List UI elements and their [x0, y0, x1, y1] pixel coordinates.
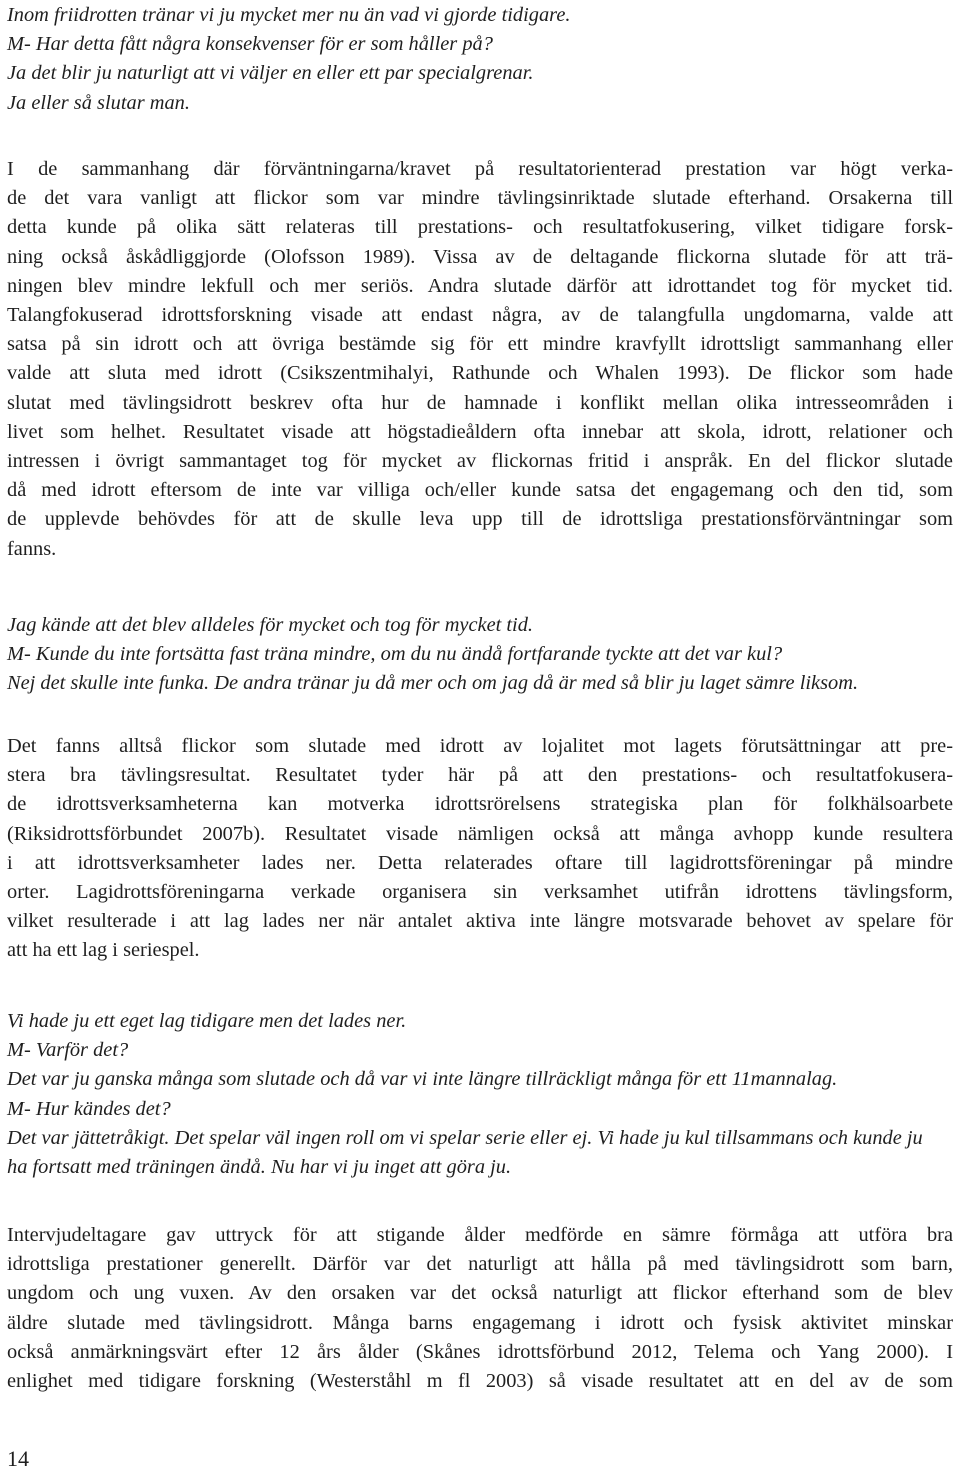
paragraph-line: ungdom och ung vuxen. Av den orsaken var det också naturligt att flickor efterhand som de blev	[7, 1282, 953, 1305]
quote-line: Vi hade ju ett eget lag tidigare men det lades ner.	[7, 1010, 407, 1032]
body-paragraph-3	[7, 1221, 953, 1396]
quote-line: Nej det skulle inte funka. De andra tränar ju då mer och om jag då är med så blir ju laget sämre liksom.	[7, 672, 859, 695]
paragraph-line: orter. Lagidrottsföreningarna verkade organisera sin verksamhet utifrån idrottens tävlingsform,	[7, 881, 953, 904]
interview-quote-3	[7, 1007, 953, 1182]
page-number: 14	[7, 1446, 29, 1471]
paragraph-line: idrottsliga prestationer generellt. Därför var det naturligt att hålla på med tävlingsidrott som barn,	[7, 1253, 953, 1276]
interview-quote-1	[7, 1, 707, 118]
paragraph-line: (Riksidrottsförbundet 2007b). Resultatet visade nämligen också att många avhopp kunde resultera	[7, 822, 953, 845]
quote-line: Det var ju ganska många som slutade och då var vi inte längre tillräckligt många för ett 11mannalag.	[7, 1068, 838, 1091]
interview-quote-2	[7, 611, 953, 699]
quote-line: M- Kunde du inte fortsätta fast träna mindre, om du nu ändå fortfarande tyckte att det var kul?	[7, 643, 783, 666]
body-paragraph-2	[7, 732, 953, 966]
quote-line: Jag kände att det blev alldeles för mycket och tog för mycket tid.	[7, 614, 534, 636]
body-paragraph-1	[7, 155, 953, 564]
quote-line: Inom friidrotten tränar vi ju mycket mer nu än vad vi gjorde tidigare.	[7, 4, 571, 26]
paragraph-line: slutat med tävlingsidrott beskrev ofta hur de hamnade i konflikt mellan olika intresseområden i	[7, 391, 953, 414]
paragraph-line: de upplevde behövdes för att de skulle leva upp till de idrottsliga prestationsförväntningar som	[7, 508, 953, 531]
paragraph-line: stera bra tävlingsresultat. Resultatet tyder här på att den prestations- och resultatfokusera-	[7, 764, 953, 787]
paragraph-line: valde att sluta med idrott (Csikszentmihalyi, Rathunde och Whalen 1993). De flickor som hade	[7, 362, 953, 385]
paragraph-line: Talangfokuserad idrottsforskning visade att endast några, av de talangfulla ungdomarna, valde att	[7, 304, 953, 327]
paragraph-line: då med idrott eftersom de inte var villiga och/eller kunde satsa det engagemang och den tid, som	[7, 479, 953, 502]
paragraph-line: Det fanns alltså flickor som slutade med idrott av lojalitet mot lagets förutsättningar att pre-	[7, 735, 953, 757]
paragraph-line: detta kunde på olika sätt relateras till prestations- och resultatfokusering, vilket tidigare forsk-	[7, 216, 953, 239]
paragraph-line: de det vara vanligt att flickor som var mindre tävlingsinriktade slutade efterhand. Orsakerna till	[7, 187, 953, 210]
paragraph-line: satsa på sin idrott och att övriga bestämde sig för ett mindre kravfyllt idrottsligt sammanhang eller	[7, 333, 953, 356]
paragraph-line: de idrottsverksamheterna kan motverka idrottsrörelsens strategiska plan för folkhälsoarbete	[7, 793, 953, 816]
paragraph-line: Intervjudeltagare gav uttryck för att stigande ålder medförde en sämre förmåga att utföra bra	[7, 1224, 953, 1246]
paragraph-line: vilket resulterade i att lag lades ner när antalet aktiva inte längre motsvarade behovet av spelare för	[7, 910, 953, 933]
quote-line: M- Har detta fått några konsekvenser för er som håller på?	[7, 33, 493, 56]
paragraph-line: ningen blev mindre lekfull och mer seriös. Andra slutade därför att idrottandet tog för mycket tid.	[7, 274, 953, 297]
paragraph-line: I de sammanhang där förväntningarna/kravet på resultatorienterad prestation var högt verka-	[7, 158, 953, 180]
paragraph-line: i att idrottsverksamheter lades ner. Detta relaterades oftare till lagidrottsföreningar på mindre	[7, 851, 953, 874]
paragraph-line: livet som helhet. Resultatet visade att högstadieåldern ofta innebar att skola, idrott, relationer och	[7, 420, 953, 443]
quote-line: Det var jättetråkigt. Det spelar väl ingen roll om vi spelar serie eller ej. Vi hade ju kul tillsammans och kunde ju	[7, 1126, 923, 1149]
paragraph-line: intressen i övrigt sammantaget tog för mycket av flickornas fritid i anspråk. En del flickor slutade	[7, 450, 953, 473]
paragraph-line: enlighet med tidigare forskning (Westerståhl m fl 2003) så visade resultatet att en del av de som	[7, 1370, 953, 1393]
paragraph-line: också anmärkningsvärt efter 12 års ålder (Skånes idrottsförbund 2012, Telema och Yang 2000). I	[7, 1340, 953, 1363]
quote-line: ha fortsatt med träningen ändå. Nu har vi ju inget att göra ju.	[7, 1156, 512, 1179]
paragraph-line: att ha ett lag i seriespel.	[7, 939, 200, 962]
paragraph-line: ning också åskådliggjorde (Olofsson 1989). Vissa av de deltagande flickorna slutade för att trä-	[7, 245, 953, 268]
quote-line: M- Varför det?	[7, 1039, 129, 1062]
quote-line: Ja eller så slutar man.	[7, 91, 190, 114]
paragraph-line: äldre slutade med tävlingsidrott. Många barns engagemang i idrott och fysisk aktivitet minskar	[7, 1311, 953, 1334]
quote-line: Ja det blir ju naturligt att vi väljer en eller ett par specialgrenar.	[7, 62, 534, 85]
quote-line: M- Hur kändes det?	[7, 1097, 171, 1120]
paragraph-line: fanns.	[7, 537, 57, 560]
